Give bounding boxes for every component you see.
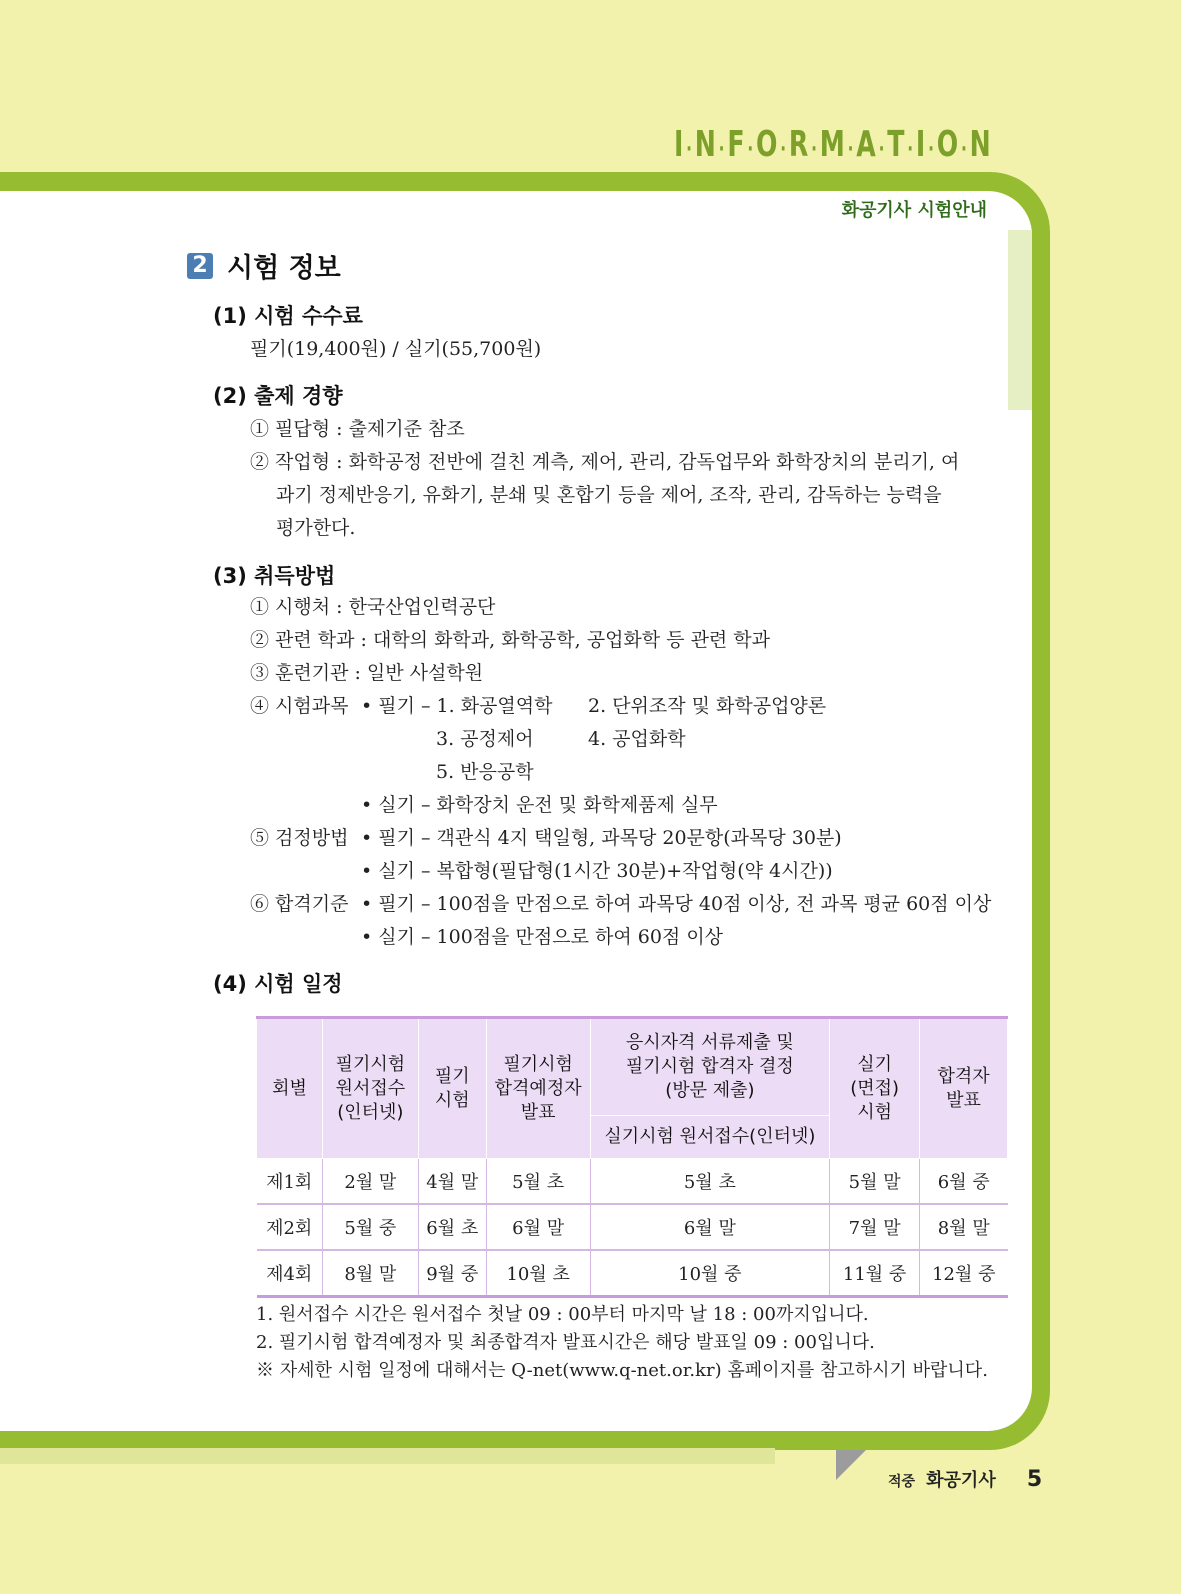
trend-item-2-line-3: 평가한다. [276,517,356,539]
schedule-note-2: 2. 필기시험 합격예정자 및 최종합격자 발표시간은 해당 발표일 09 : 00입니다. [256,1332,875,1353]
acquire-written-subject-4: 4. 공업화학 [588,728,686,750]
fee-heading: (1) 시험 수수료 [213,304,363,328]
table-cell: 5월 초 [486,1159,590,1205]
schedule-heading: (4) 시험 일정 [213,972,343,996]
table-row [257,1204,1008,1250]
table-row [257,1250,1008,1297]
section-number-badge: 2 [187,253,213,279]
schedule-note-1: 1. 원서접수 시간은 원서접수 첫날 09 : 00부터 마지막 날 18 : 00까지입니다. [256,1304,869,1325]
acquire-item-1: ① 시행처 : 한국산업인력공단 [250,596,496,618]
section-title-text: 시험 정보 [227,253,341,284]
acquire-pass-practical: • 실기 – 100점을 만점으로 하여 60점 이상 [361,926,724,948]
schedule-note-3: ※ 자세한 시험 일정에 대해서는 Q-net(www.q-net.or.kr) 홈페이지를 참고하시기 바랍니다. [256,1360,988,1381]
table-cell: 11월 중 [830,1250,920,1297]
table-cell: 12월 중 [920,1250,1008,1297]
footer-book-title: 화공기사 [926,1470,996,1491]
table-cell: 5월 중 [322,1204,418,1250]
fee-text: 필기(19,400원) / 실기(55,700원) [250,338,542,360]
table-cell: 4월 말 [418,1159,486,1205]
table-cell: 제4회 [257,1250,323,1297]
table-cell: 5월 말 [830,1159,920,1205]
table-cell: 6월 초 [418,1204,486,1250]
header-practical-exam: 실기 (면접) 시험 [830,1018,920,1159]
header-round: 회별 [257,1018,323,1159]
table-cell: 10월 중 [590,1250,830,1297]
table-cell: 2월 말 [322,1159,418,1205]
section-title [187,246,341,285]
schedule-table [256,1016,1008,1298]
page-number: 5 [1026,1467,1043,1492]
header-written-result: 필기시험 합격예정자 발표 [486,1018,590,1159]
acquire-written-subject-2: 2. 단위조작 및 화학공업양론 [588,695,827,717]
acquire-written-subject-1: • 필기 – 1. 화공열역학 [361,695,553,717]
page-fold-icon [836,1450,866,1480]
acquire-pass-written: • 필기 – 100점을 만점으로 하여 과목당 40점 이상, 전 과목 평균 60점 이상 [361,893,992,915]
table-cell: 10월 초 [486,1250,590,1297]
table-cell: 6월 말 [590,1204,830,1250]
trend-heading: (2) 출제 경향 [213,384,343,408]
information-header: I·N·F·O·R·M·A·T·I·O·N [673,124,993,165]
footer-small-label: 적중 [888,1474,916,1490]
header-practical-apply: 실기시험 원서접수(인터넷) [590,1116,830,1159]
acquire-written-subject-3: 3. 공정제어 [436,728,534,750]
table-cell: 9월 중 [418,1250,486,1297]
page-shade [1008,230,1032,410]
table-cell: 제2회 [257,1204,323,1250]
table-cell: 8월 말 [322,1250,418,1297]
table-cell: 6월 중 [920,1159,1008,1205]
acquire-heading: (3) 취득방법 [213,564,336,588]
header-final-result: 합격자 발표 [920,1018,1008,1159]
table-cell: 제1회 [257,1159,323,1205]
acquire-item-4-label: ④ 시험과목 [250,695,349,717]
header-written-apply: 필기시험 원서접수 (인터넷) [322,1018,418,1159]
table-row [257,1159,1008,1205]
trend-item-2-line-1: ② 작업형 : 화학공정 전반에 걸친 계측, 제어, 관리, 감독업무와 화학장치의 분리기, 여 [250,451,960,473]
acquire-item-5-label: ⑤ 검정방법 [250,827,349,849]
acquire-written-subject-5: 5. 반응공학 [436,761,534,783]
acquire-item-2: ② 관련 학과 : 대학의 화학과, 화학공학, 공업화학 등 관련 학과 [250,629,771,651]
acquire-method-practical: • 실기 – 복합형(필답형(1시간 30분)+작업형(약 4시간)) [361,860,833,882]
trend-item-1: ① 필답형 : 출제기준 참조 [250,418,465,440]
header-docs: 응시자격 서류제출 및 필기시험 합격자 결정 (방문 제출) [590,1018,830,1116]
acquire-item-3: ③ 훈련기관 : 일반 사설학원 [250,662,484,684]
acquire-item-6-label: ⑥ 합격기준 [250,893,349,915]
page-footer [888,1466,1042,1492]
trend-item-2-line-2: 과기 정제반응기, 유화기, 분쇄 및 혼합기 등을 제어, 조작, 관리, 감독하는 능력을 [276,484,942,506]
table-cell: 5월 초 [590,1159,830,1205]
table-cell: 6월 말 [486,1204,590,1250]
bottom-strip [0,1448,775,1464]
header-written-exam: 필기 시험 [418,1018,486,1159]
acquire-practical-subject: • 실기 – 화학장치 운전 및 화학제품제 실무 [361,794,718,816]
table-cell: 7월 말 [830,1204,920,1250]
acquire-method-written: • 필기 – 객관식 4지 택일형, 과목당 20문항(과목당 30분) [361,827,842,849]
table-cell: 8월 말 [920,1204,1008,1250]
page-subtitle: 화공기사 시험안내 [841,200,987,221]
